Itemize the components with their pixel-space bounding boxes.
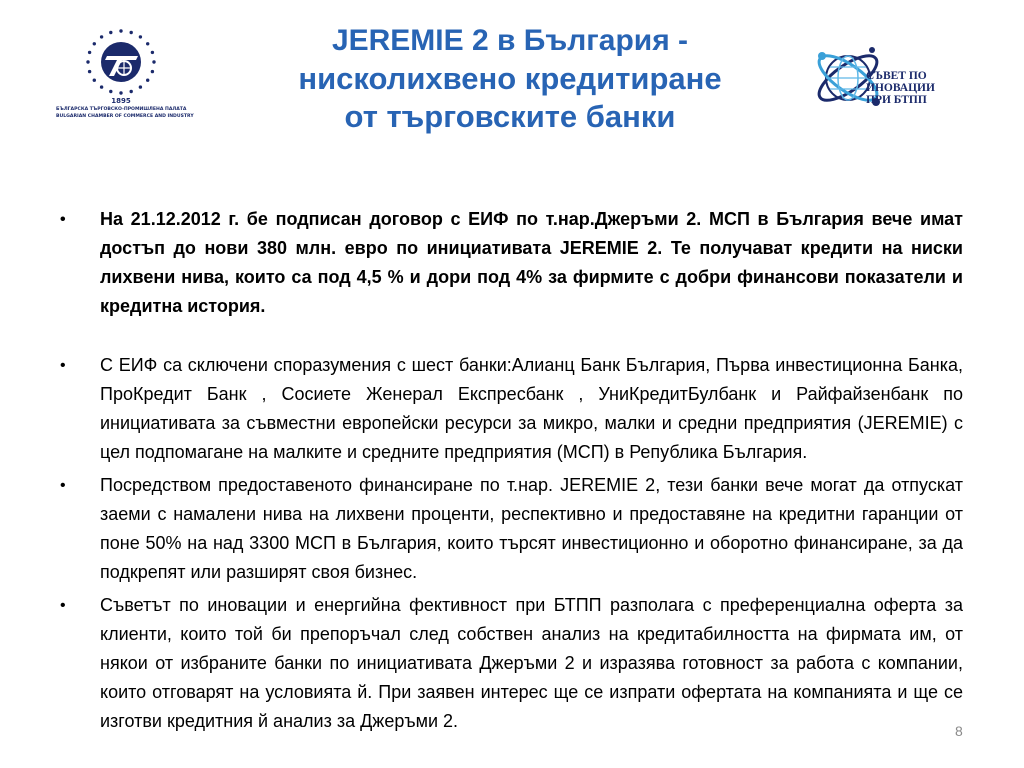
bullet-item [60,591,963,736]
bullet-marker: • [60,211,66,228]
bullet-text: Посредством предоставеното финансиране по т.нар. JEREMIE 2, тези банки вече могат да отпускат заеми с намалени нива на лихвени проценти, респективно и предоставяне на кредитни гаранции от поне 50% на над 3300 МСП в България, които търсят инвестиционно и оборотно финансиране, за да подкрепят или разширят своя бизнес. [100,475,963,582]
logo-year: 1895 [111,97,131,105]
bullet-list [60,205,963,736]
bullet-item [60,205,963,321]
council-name [866,70,935,106]
innovation-council-logo [810,34,990,124]
page-number: 8 [955,723,963,739]
bcci-emblem-icon [56,26,186,98]
logo-caption-en: BULGARIAN CHAMBER OF COMMERCE AND INDUSTRY [56,114,194,119]
bullet-marker: • [60,357,66,374]
logo-caption-bg: БЪЛГАРСКА ТЪРГОВСКО-ПРОМИШЛЕНА ПАЛАТА [56,107,187,112]
bullet-marker: • [60,597,66,614]
council-name-line-2: ИНОВАЦИИ [866,82,935,94]
title-line-3: от търговските банки [344,99,676,134]
slide-title [230,22,790,136]
bullet-marker: • [60,477,66,494]
bullet-text: Съветът по иновации и енергийна фективност при БТПП разполага с преференциална оферта за клиенти, които той би препоръчал след собствен анализ на кредитабилността на фирмата им, от някои от избраните банки по инициативата Джеръми 2 и изразява готовност за работа с компании, които отговарят на условията й. При заявен интерес ще се изпрати офертата на компанията и ще се изготви кредитния й анализ за Джеръми 2. [100,595,963,731]
council-name-line-1: СЪВЕТ ПО [866,70,927,82]
title-line-2: нисколихвено кредитиране [298,61,722,96]
bullet-text: На 21.12.2012 г. бе подписан договор с ЕИФ по т.нар.Джеръми 2. МСП в България вече имат достъп до нови 380 млн. евро по инициативата JEREMIE 2. Те получават кредити на ниски лихвени нива, които са под 4,5 % и дори под 4% за фирмите с добри финансови показатели и кредитна история. [100,209,963,316]
title-line-1: JEREMIE 2 в България - [331,24,689,57]
bullet-item [60,471,963,587]
council-name-line-3: ПРИ БТПП [866,94,927,106]
bullet-item [60,351,963,467]
bullet-text: С ЕИФ са сключени споразумения с шест банки:Алианц Банк България, Първа инвестиционна Банка, ПроКредит Банк , Сосиете Женерал Експресбанк , УниКредитБулбанк и Райфайзенбанк по инициативата за съвместни европейски ресурси за микро, малки и средни предприятия (JEREMIE) с цел подпомагане на малките и средните предприятия (МСП) в Република България. [100,355,963,462]
bcci-logo [56,26,194,126]
